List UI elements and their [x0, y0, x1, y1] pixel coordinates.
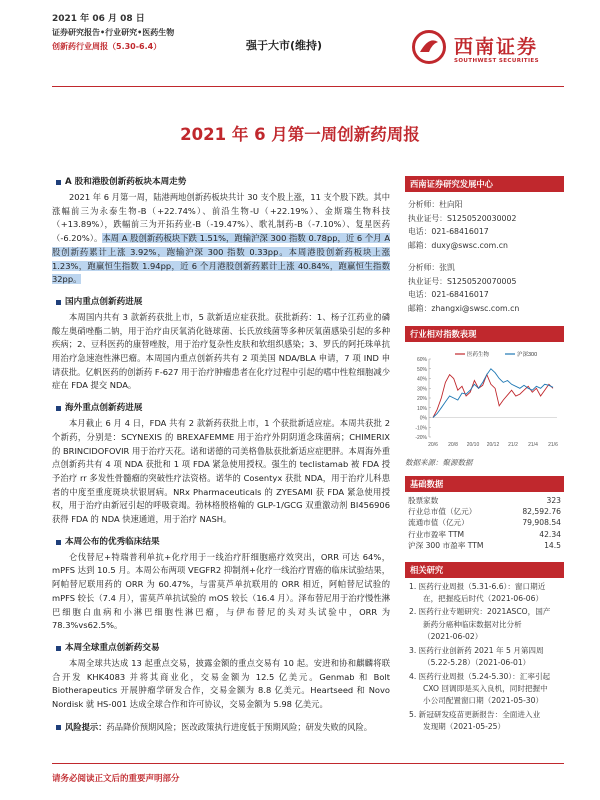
y-tick-label: -10%: [415, 424, 427, 431]
x-tick-label: 20/12: [486, 441, 500, 448]
analyst-phone: 电话：021-68416017: [408, 290, 489, 300]
section-heading: 国内重点创新药进展: [52, 296, 390, 309]
legend-label: 沪深300: [517, 351, 538, 358]
paragraph-text: 2021 年 6 月第一周，陆港两地创新药板块共计 30 支个股上涨，11 支个股下跌。其中涨幅前三为永泰生物-B（+22.74%）、前沿生物-U（+22.19%）、金斯瑞生物科技（+13.89%），跌幅前三为开拓药业-B（-19.47%）、歌礼制药-B（-7.10%）、复星医药（-6.20%）。: [52, 192, 390, 244]
basic-data-value: 79,908.54: [522, 518, 561, 528]
section-heading: 本周公布的优秀临床结果: [52, 536, 390, 549]
main-column: [52, 176, 390, 735]
x-tick-label: 20/6: [428, 441, 438, 448]
basic-data-label: 行业市盈率 TTM: [408, 529, 465, 539]
relative-index-chart: [405, 347, 564, 455]
related-research-line: 2. 医药行业专题研究：2021ASCO，国产: [409, 607, 551, 617]
basic-data-label: 行业总市值（亿元）: [408, 507, 477, 517]
related-research-line: CXO 回调即是买入良机，同时把握中: [423, 683, 548, 693]
basic-data-row: [405, 540, 564, 551]
related-research-item[interactable]: [405, 709, 564, 734]
rating-label: 强于大市(维持): [246, 39, 323, 52]
related-research-line: 3. 医药行业创新药 2021 年 5 月第四周: [409, 645, 544, 655]
basic-data-label: 沪深 300 市盈率 TTM: [408, 541, 484, 551]
y-tick-label: -20%: [415, 434, 427, 441]
y-tick-label: 30%: [416, 385, 427, 392]
analyst-name: 分析师：杜向阳: [408, 200, 463, 209]
basic-data-value: 323: [546, 495, 561, 505]
related-research-line: 1. 医药行业周报（5.31-6.6）：窗口期近: [409, 581, 546, 591]
report-header: [52, 12, 252, 54]
section-heading: 海外重点创新药进展: [52, 402, 390, 415]
x-tick-label: 21/6: [548, 441, 558, 448]
logo-cn-text: 西南证券: [454, 36, 539, 58]
basic-data-row: [405, 529, 564, 540]
basic-data-value: 42.34: [539, 529, 561, 539]
section-paragraph: [52, 191, 390, 287]
related-research-line: 新药分癌种临床数据对比分析: [423, 619, 522, 629]
related-research-item[interactable]: [405, 671, 564, 708]
related-research-item[interactable]: [405, 645, 564, 670]
analyst-phone: 电话：021-68416017: [408, 227, 489, 237]
related-research-title: 相关研究: [405, 562, 564, 578]
y-tick-label: 20%: [416, 395, 427, 402]
y-tick-label: 40%: [416, 376, 427, 383]
basic-data-title: 基础数据: [405, 476, 564, 492]
related-research-line: 小公司配置窗口期（2021-05-30）: [423, 696, 544, 706]
x-tick-label: 21/4: [528, 441, 538, 448]
analyst-email[interactable]: 邮箱：duxy@swsc.com.cn: [408, 241, 508, 251]
analyst-info: [405, 198, 564, 316]
section-paragraph: 本周国内共有 3 款新药获批上市，5 款新适应症获批。获批新药：1、杨子江药业的磷酸左奥硝唑酯二钠，用于治疗由厌氧消化链球菌、长氏放线菌等多种厌氧菌感染引起的多种疾病；2、豆科医药的康替唑胺，用于治疗复杂性皮肤和软组织感染；3、罗氏的阿托珠单抗用治疗急速泡性淋巴瘤。本周国内重点创新药共有 2 项美国 NDA/BLA 申请，7 项 IND 申请获批。亿帆医药的创新药 F-627 用于治疗肿瘤患者在化疗过程中引起的嗜中性粒细胞减少症在 FDA 提交 NDA。: [52, 311, 390, 391]
section-heading: 本周全球重点创新药交易: [52, 642, 390, 655]
chart-svg: [405, 347, 564, 455]
series-line: [433, 374, 553, 417]
header-divider: [52, 86, 564, 87]
company-logo: [412, 26, 562, 76]
chart-title: 行业相对指数表现: [405, 326, 564, 342]
footer-divider: [52, 763, 564, 764]
basic-data-value: 14.5: [544, 541, 561, 551]
report-title: 2021 年 6 月第一周创新药周报: [180, 125, 420, 144]
related-research-list: [405, 581, 564, 734]
related-research-item[interactable]: [405, 606, 564, 643]
analyst-name: 分析师：张凯: [408, 262, 455, 272]
section-heading: A 股和港股创新药板块本周走势: [52, 176, 390, 189]
risk-warning: [52, 721, 390, 735]
sidebar: [405, 176, 564, 735]
related-research-line: （2021-06-02）: [423, 632, 483, 642]
section-paragraph: 仑伐替尼+特瑞普利单抗+化疗用于一线治疗肝细胞癌疗效突出，ORR 可达 64%，mPFS 达到 10.5 月。本周公布两项 VEGFR2 抑制剂+化疗一线治疗胃癌的临床试验结果，阿帕替尼联用药的 ORR 为 60.47%，与雷莫芦单抗联用的 ORR 相近，阿帕替尼试验的 mPFS 较长（7.4 月），雷莫芦单抗试验的 mOS 较长（16.4 月）。泽布替尼用于治疗慢性淋巴细胞白血病和小淋巴细胞性淋巴瘤，与伊布替尼的头对头试验中，ORR 为 78.3%vs62.5%。: [52, 551, 390, 631]
report-series: 创新药行业周报（5.30-6.4）: [52, 42, 162, 51]
related-research-line: 4. 医药行业周报（5.24-5.30）：汇率引起: [409, 671, 551, 681]
analyst-email[interactable]: 邮箱：zhangxi@swsc.com.cn: [408, 303, 520, 313]
chart-source: 数据来源：聚源数据: [405, 457, 473, 467]
basic-data-label: 流通市值（亿元）: [408, 518, 469, 528]
basic-data-row: [405, 506, 564, 517]
related-research-line: 发现期（2021-05-25）: [423, 722, 506, 732]
x-tick-label: 20/8: [448, 441, 458, 448]
y-tick-label: 0%: [419, 415, 427, 422]
basic-data-table: [405, 495, 564, 552]
y-tick-label: 60%: [416, 356, 427, 363]
team-title: 西南证券研究发展中心: [405, 176, 564, 192]
analyst-cert: 执业证号：S1250520070005: [408, 276, 517, 286]
section-paragraph: 本月截止 6 月 4 日，FDA 共有 2 款新药获批上市，1 个获批新适应症。本周共获批 2 个新药，分别是：SCYNEXIS 的 BREXAFEMME 用于治疗外阴阴道念珠菌病；CHIMERIX 的 BRINCIDOFOVIR 用于治疗天花。诺和诺德的司美格鲁肽获批新适应症肥胖。本周海外重点创新药共有 4 项 NDA 获批和 1 项 FDA 紧急使用授权。强生的 teclistamab 被 FDA 授予治疗 rr 多发性骨髓瘤的突破性疗法资格。诺华的 Cosentyx 获批 NDA，用于治疗儿科患者的中度至重度斑块状银屑病。NRx Pharmaceuticals 的 ZYESAMI 获 FDA 紧急使用授权，用于治疗由新冠引起的呼吸衰竭。勃林格殷格翰的 GLP-1/GCG 双重激动剂 BI456906 获得 FDA 的 NDA 快速通道，用于治疗 NASH。: [52, 418, 390, 525]
risk-label: 风险提示：: [65, 721, 107, 732]
logo-mark-icon: [412, 30, 446, 64]
related-research-item[interactable]: [405, 581, 564, 606]
disclaimer-footer: 请务必阅读正文后的重要声明部分: [52, 774, 180, 784]
x-tick-label: 20/10: [466, 441, 480, 448]
analyst-cert: 执业证号：S1250520030002: [408, 213, 517, 223]
related-research-line: 5. 新冠研发疫苗更新报告：全面进入业: [409, 709, 541, 719]
basic-data-row: [405, 495, 564, 506]
related-research-line: （5.22-5.28）（2021-06-01）: [423, 658, 531, 668]
basic-data-row: [405, 517, 564, 528]
highlighted-text: 本周 A 股创新药板块下跌 1.51%，跑输沪深 300 指数 0.78pp，近 6 个月 A 股创新药累计上涨 3.92%，跑输沪深 300 指数 0.33pp。本周港股创新药板块上涨 1.23%，跑赢恒生指数 1.94pp，近 6 个月港股创新药累计上涨 40.84%，跑赢恒生指数 32pp。: [52, 233, 390, 285]
report-category: 证券研究报告•行业研究•医药生物: [52, 28, 175, 37]
y-tick-label: 10%: [416, 405, 427, 412]
x-tick-label: 21/2: [508, 441, 518, 448]
logo-en-text: SOUTHWEST SECURITIES: [454, 58, 539, 64]
legend-label: 医药生物: [467, 351, 490, 358]
basic-data-value: 82,592.76: [522, 507, 561, 517]
y-tick-label: 50%: [416, 366, 427, 373]
risk-text: 药品降价预期风险；医改政策执行进度低于预期风险；研发失败的风险。: [106, 721, 373, 732]
report-date: 2021 年 06 月 08 日: [52, 14, 145, 24]
section-paragraph: 本周全球共达成 13 起重点交易，披露金额的重点交易有 10 起。安进和协和麒麟将联合开发 KHK4083 并将其商业化，交易金额为 12.5 亿美元。Genmab 和 Bolt Biotherapeutics 开展肿瘤学研发合作，交易金额为 8.8 亿美元。Heartseed 和 Novo Nordisk 就 HS-001 达成全球合作和许可协议，交易金额为 5.98 亿美元。: [52, 657, 390, 710]
basic-data-label: 股票家数: [408, 495, 439, 505]
related-research-line: 在，把握疫后时代（2021-06-06）: [423, 594, 544, 604]
